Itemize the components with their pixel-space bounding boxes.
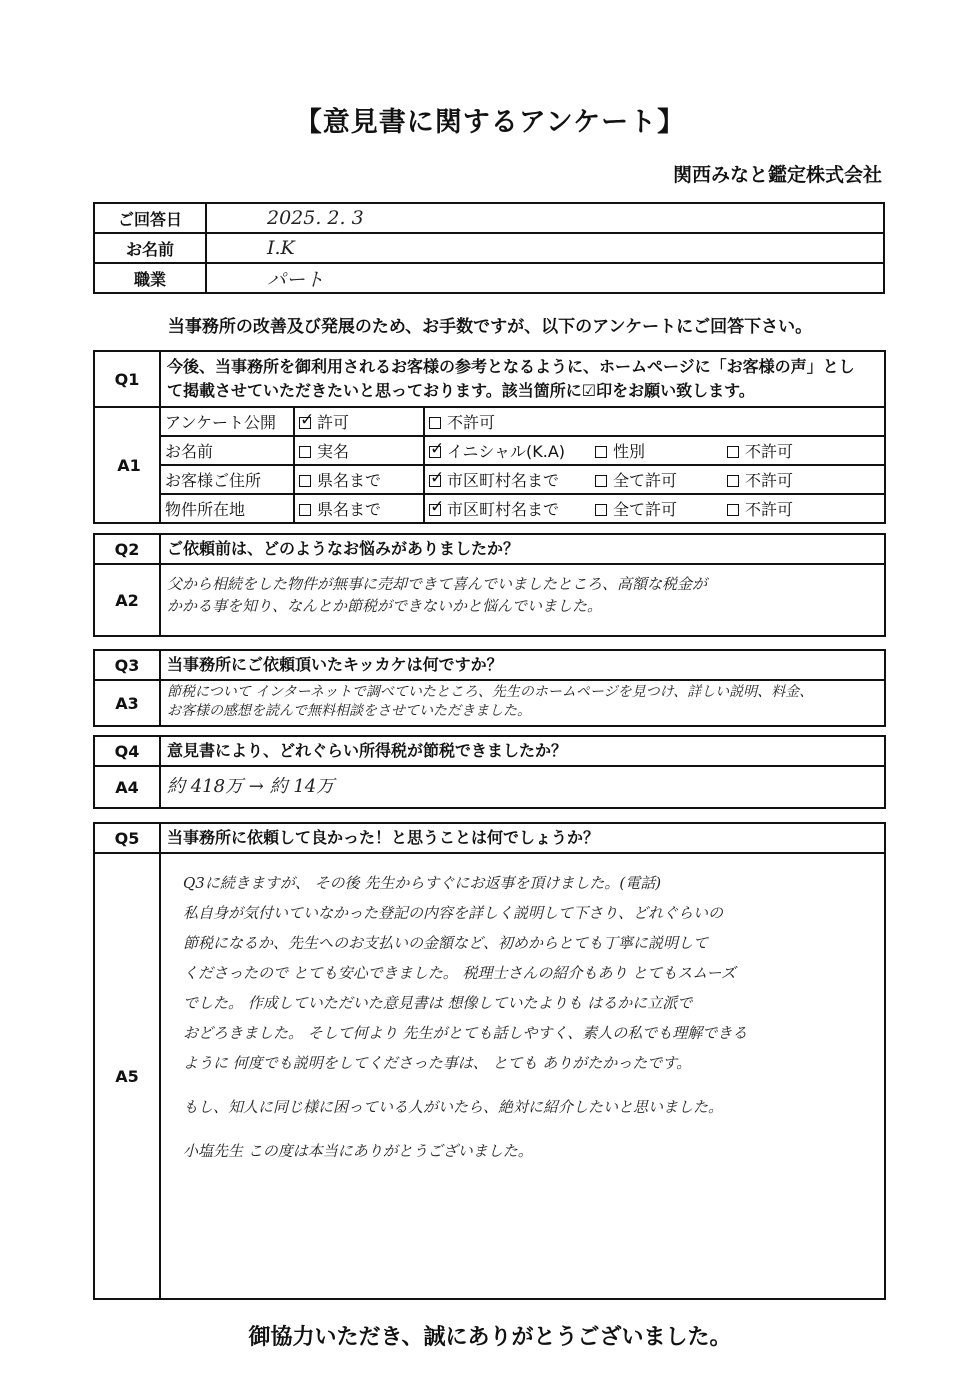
checkbox-checked-icon[interactable] <box>429 475 441 487</box>
respondent-info-table <box>93 202 885 294</box>
a1-option-name-real[interactable]: 実名 <box>294 436 424 465</box>
a1-option-address-city[interactable]: ✓ 市区町村名まで <box>429 468 595 491</box>
checkbox-checked-icon[interactable] <box>429 504 441 516</box>
q1-number: Q1 <box>94 351 160 407</box>
company-name: 関西みなと鑑定株式会社 <box>672 164 882 186</box>
a1-option-address-deny[interactable]: 不許可 <box>727 468 793 491</box>
a1-option-property-deny[interactable]: 不許可 <box>727 497 793 520</box>
q5-question: 当事務所に依頼して良かった！と思うことは何でしょうか？ <box>160 823 885 853</box>
a5-line: ように 何度でも説明をしてくださった事は、 とても ありがたかったです。 <box>183 1054 692 1072</box>
checkbox-icon[interactable] <box>429 417 441 429</box>
q4-a4-table <box>93 735 886 809</box>
a2-line2: かかる事を知り、なんとか節税ができないかと悩んでいました。 <box>167 597 603 615</box>
checkbox-checked-icon[interactable] <box>299 417 311 429</box>
name-label: お名前 <box>94 233 206 263</box>
q4-question: 意見書により、どれぐらい所得税が節税できましたか？ <box>160 736 885 766</box>
q3-number: Q3 <box>94 650 160 680</box>
a5-line: もし、知人に同じ様に困っている人がいたら、絶対に紹介したいと思いました。 <box>183 1098 724 1116</box>
a3-number: A3 <box>94 680 160 726</box>
q1-line2: て掲載させていただきたいと思っております。該当箇所に☑印をお願い致します。 <box>167 381 755 400</box>
closing-thanks: 御協力いただき、誠にありがとうございました。 <box>248 1325 732 1350</box>
a1-option-name-initial[interactable]: ✓ イニシャル(K.A) <box>429 439 595 462</box>
job-label: 職業 <box>94 263 206 293</box>
a1-option-property-pref[interactable]: 県名まで <box>294 494 424 523</box>
a1-row-name-label: お名前 <box>160 436 294 465</box>
a1-option-name-group <box>424 436 885 465</box>
a5-line: 小塩先生 この度は本当にありがとうございました。 <box>183 1142 533 1160</box>
a1-row-address-label: お客様ご住所 <box>160 465 294 494</box>
a1-option-property-city[interactable]: ✓ 市区町村名まで <box>429 497 595 520</box>
a5-line: 節税になるか、先生へのお支払いの金額など、初めからとても丁寧に説明して <box>183 934 709 952</box>
checkbox-icon[interactable] <box>727 446 739 458</box>
a1-option-address-group <box>424 465 885 494</box>
q5-a5-table <box>93 822 886 1300</box>
q3-question: 当事務所にご依頼頂いたキッカケは何ですか？ <box>160 650 885 680</box>
checkbox-checked-icon[interactable] <box>429 446 441 458</box>
q2-number: Q2 <box>94 534 160 564</box>
job-value: パート <box>206 263 884 293</box>
q1-line1: 今後、当事務所を御利用されるお客様の参考となるように、ホームページに「お客様の声」とし <box>167 357 855 376</box>
a3-line2: お客様の感想を読んで無料相談をさせていただきました。 <box>167 703 531 719</box>
q1-question <box>160 351 885 407</box>
q4-number: Q4 <box>94 736 160 766</box>
a1-option-name-gender[interactable]: 性別 <box>595 439 727 462</box>
a5-line: くださったので とても安心できました。 税理士さんの紹介もあり とてもスムーズ <box>183 964 736 982</box>
checkbox-icon[interactable] <box>299 446 311 458</box>
a1-option-property-all[interactable]: 全て許可 <box>595 497 727 520</box>
a4-answer[interactable]: 約 418万 → 約 14万 <box>160 766 885 808</box>
intro-text: 当事務所の改善及び発展のため、お手数ですが、以下のアンケートにご回答下さい。 <box>167 317 813 337</box>
q3-a3-table <box>93 649 886 727</box>
a1-number: A1 <box>94 407 160 523</box>
a1-option-publish-deny[interactable]: 不許可 <box>424 407 885 436</box>
checkbox-icon[interactable] <box>299 504 311 516</box>
a5-number: A5 <box>94 853 160 1299</box>
a1-option-address-all[interactable]: 全て許可 <box>595 468 727 491</box>
a1-option-publish-allow[interactable]: ✓ 許可 <box>294 407 424 436</box>
a2-answer[interactable] <box>160 564 885 636</box>
a5-line: おどろきました。 そして何より 先生がとても話しやすく、素人の私でも理解できる <box>183 1024 748 1042</box>
date-value: 2025. 2. 3 <box>206 203 884 233</box>
a5-line: Q3に続きますが、 その後 先生からすぐにお返事を頂けました。(電話) <box>183 874 662 892</box>
a1-row-publish-label: アンケート公開 <box>160 407 294 436</box>
a2-number: A2 <box>94 564 160 636</box>
checkbox-icon[interactable] <box>595 504 607 516</box>
q1-a1-table <box>93 350 886 524</box>
page-title: 【意見書に関するアンケート】 <box>294 107 686 138</box>
name-value: I.K <box>206 233 884 263</box>
checkbox-icon[interactable] <box>595 475 607 487</box>
date-label: ご回答日 <box>94 203 206 233</box>
checkbox-icon[interactable] <box>727 475 739 487</box>
a5-line: でした。 作成していただいた意見書は 想像していたよりも はるかに立派で <box>183 994 693 1012</box>
q5-number: Q5 <box>94 823 160 853</box>
checkbox-icon[interactable] <box>727 504 739 516</box>
a1-option-property-group <box>424 494 885 523</box>
a1-option-address-pref[interactable]: 県名まで <box>294 465 424 494</box>
q2-a2-table <box>93 533 886 637</box>
checkbox-icon[interactable] <box>299 475 311 487</box>
a1-option-name-deny[interactable]: 不許可 <box>727 439 793 462</box>
a1-row-property-label: 物件所在地 <box>160 494 294 523</box>
a3-line1: 節税について インターネットで調べていたところ、先生のホームページを見つけ、詳しい説明、料金、 <box>167 684 814 700</box>
a5-line: 私自身が気付いていなかった登記の内容を詳しく説明して下さり、どれぐらいの <box>183 904 724 922</box>
a5-answer[interactable] <box>160 853 885 1299</box>
q2-question: ご依頼前は、どのようなお悩みがありましたか？ <box>160 534 885 564</box>
a3-answer[interactable] <box>160 680 885 726</box>
a2-line1: 父から相続をした物件が無事に売却できて喜んでいましたところ、高額な税金が <box>167 575 708 593</box>
a4-number: A4 <box>94 766 160 808</box>
checkbox-icon[interactable] <box>595 446 607 458</box>
